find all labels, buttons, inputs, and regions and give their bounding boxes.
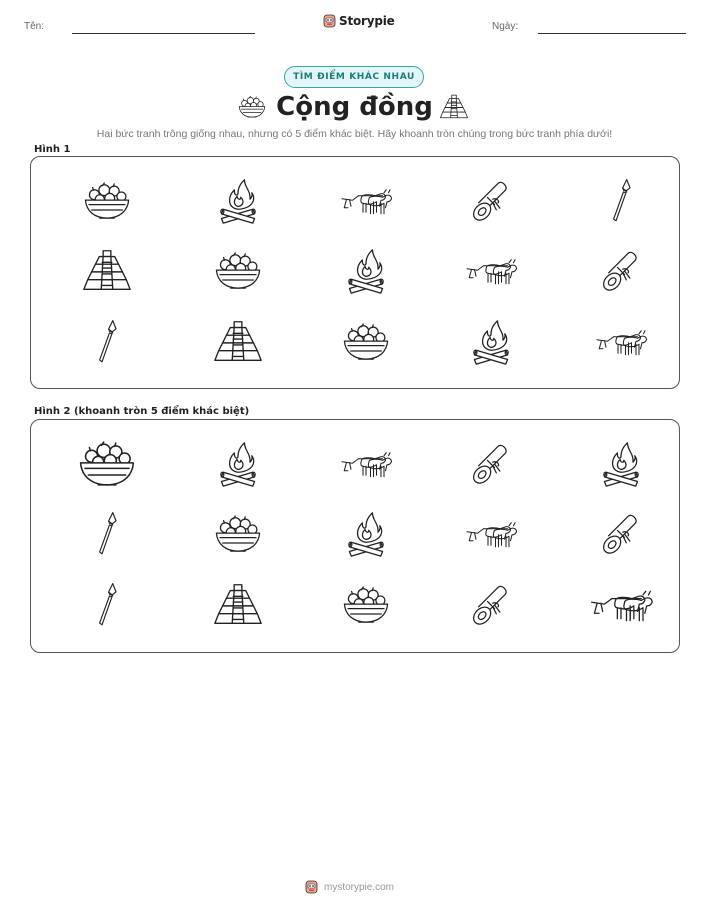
fruit-bowl-icon bbox=[211, 248, 265, 294]
ox-plough-icon bbox=[594, 319, 648, 365]
page-title: Cộng đồng bbox=[276, 92, 433, 122]
name-field[interactable] bbox=[72, 33, 255, 34]
pyramid-icon bbox=[438, 94, 470, 120]
picture1-cell-r2-c4 bbox=[459, 244, 523, 298]
ox-plough-icon bbox=[588, 578, 654, 632]
picture2-panel[interactable] bbox=[30, 419, 680, 653]
ox-plough-icon bbox=[339, 441, 393, 487]
fruit-bowl-icon bbox=[339, 319, 393, 365]
footer-url[interactable]: mystorypie.com bbox=[324, 881, 395, 893]
picture2-cell-r3-c2[interactable] bbox=[206, 578, 270, 632]
campfire-icon bbox=[339, 511, 393, 557]
picture2-cell-r3-c5[interactable] bbox=[589, 578, 653, 632]
picture1-cell-r1-c4 bbox=[459, 174, 523, 228]
picture1-cell-r3-c3 bbox=[334, 315, 398, 369]
picture1-cell-r3-c4 bbox=[459, 315, 523, 369]
scroll-icon bbox=[464, 441, 518, 487]
picture1-cell-r2-c3 bbox=[334, 244, 398, 298]
picture1-cell-r2-c5 bbox=[589, 244, 653, 298]
name-label: Tên: bbox=[24, 21, 45, 32]
ox-plough-icon bbox=[464, 248, 518, 294]
picture1-cell-r1-c1 bbox=[75, 174, 139, 228]
picture1-label: Hình 1 bbox=[34, 144, 71, 155]
campfire-icon bbox=[594, 441, 648, 487]
ox-plough-icon bbox=[339, 178, 393, 224]
mascot-icon bbox=[323, 14, 336, 28]
ox-plough-icon bbox=[464, 511, 518, 557]
picture2-cell-r2-c4[interactable] bbox=[459, 507, 523, 561]
scroll-icon bbox=[464, 582, 518, 628]
spear-icon bbox=[80, 582, 134, 628]
picture2-cell-r1-c3[interactable] bbox=[334, 437, 398, 491]
picture2-cell-r3-c3[interactable] bbox=[334, 578, 398, 632]
spear-icon bbox=[80, 319, 134, 365]
mascot-icon bbox=[305, 880, 318, 894]
instructions: Hai bức tranh trông giống nhau, nhưng có 5 điểm khác biệt. Hãy khoanh tròn chúng trong bức tranh phía dưới! bbox=[96, 128, 613, 140]
picture1-cell-r3-c5 bbox=[589, 315, 653, 369]
picture2-cell-r3-c1[interactable] bbox=[75, 578, 139, 632]
activity-badge: TÌM ĐIỂM KHÁC NHAU bbox=[284, 66, 424, 88]
footer bbox=[305, 880, 394, 894]
title-right-icon bbox=[438, 94, 470, 122]
picture1-cell-r2-c2 bbox=[206, 244, 270, 298]
picture1-cell-r1-c2 bbox=[206, 174, 270, 228]
picture1-cell-r1-c3 bbox=[334, 174, 398, 228]
picture1-cell-r1-c5 bbox=[589, 174, 653, 228]
picture2-cell-r1-c5[interactable] bbox=[589, 437, 653, 491]
picture2-label: Hình 2 (khoanh tròn 5 điểm khác biệt) bbox=[34, 406, 250, 417]
storypie-logo bbox=[323, 14, 395, 28]
picture2-cell-r2-c5[interactable] bbox=[589, 507, 653, 561]
date-field[interactable] bbox=[538, 33, 686, 34]
title-left-icon bbox=[236, 94, 268, 122]
picture1-cell-r3-c2 bbox=[206, 315, 270, 369]
brand-name: Storypie bbox=[339, 14, 395, 28]
scroll-icon bbox=[594, 511, 648, 557]
campfire-icon bbox=[211, 178, 265, 224]
picture2-cell-r3-c4[interactable] bbox=[459, 578, 523, 632]
picture2-cell-r2-c2[interactable] bbox=[206, 507, 270, 561]
fruit-bowl-icon bbox=[236, 94, 268, 120]
picture1-cell-r3-c1 bbox=[75, 315, 139, 369]
picture2-cell-r2-c1[interactable] bbox=[75, 507, 139, 561]
date-label: Ngày: bbox=[492, 21, 519, 32]
campfire-icon bbox=[464, 319, 518, 365]
fruit-bowl-icon bbox=[211, 511, 265, 557]
scroll-icon bbox=[594, 248, 648, 294]
fruit-bowl-icon bbox=[74, 437, 140, 491]
picture2-cell-r1-c1[interactable] bbox=[75, 437, 139, 491]
pyramid-icon bbox=[80, 248, 134, 294]
picture1-panel bbox=[30, 156, 680, 389]
picture2-cell-r1-c2[interactable] bbox=[206, 437, 270, 491]
picture2-cell-r2-c3[interactable] bbox=[334, 507, 398, 561]
spear-icon bbox=[80, 511, 134, 557]
fruit-bowl-icon bbox=[339, 582, 393, 628]
fruit-bowl-icon bbox=[80, 178, 134, 224]
campfire-icon bbox=[339, 248, 393, 294]
picture2-cell-r1-c4[interactable] bbox=[459, 437, 523, 491]
spear-icon bbox=[594, 178, 648, 224]
scroll-icon bbox=[464, 178, 518, 224]
campfire-icon bbox=[211, 441, 265, 487]
pyramid-icon bbox=[211, 319, 265, 365]
pyramid-icon bbox=[211, 582, 265, 628]
picture1-cell-r2-c1 bbox=[75, 244, 139, 298]
